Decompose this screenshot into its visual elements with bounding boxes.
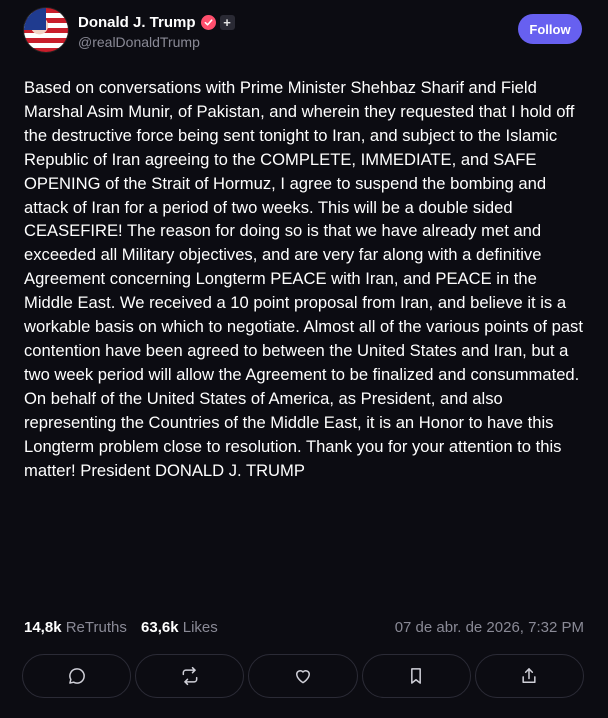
verified-icon — [201, 15, 216, 30]
bookmark-icon — [406, 666, 426, 686]
plus-badge-icon: + — [220, 15, 235, 30]
post-header — [24, 8, 584, 54]
reply-icon — [67, 666, 87, 686]
bookmark-button[interactable] — [362, 654, 471, 698]
likes-label: Likes — [182, 619, 218, 636]
user-handle[interactable]: @realDonaldTrump — [78, 34, 200, 50]
share-icon — [519, 666, 539, 686]
like-button[interactable] — [248, 654, 357, 698]
timestamp[interactable]: 07 de abr. de 2026, 7:32 PM — [394, 619, 584, 636]
retruth-button[interactable] — [135, 654, 244, 698]
likes-count: 63,6k — [141, 619, 179, 636]
post-body: Based on conversations with Prime Minister Shehbaz Sharif and Field Marshal Asim Munir, of Pakistan, and wherein they requested that I hold off the destructive force being sent tonight to Iran, and subject to the Islamic Republic of Iran agreeing to the COMPLETE, IMMEDIATE, and SAFE OPENING of the Strait of Hormuz, I agree to suspend the bombing and attack of Iran for a period of two weeks. This will be a double sided CEASEFIRE! The reason for doing so is that we have already met and exceeded all Military objectives, and are very far along with a definitive Agreement concerning Longterm PEACE with Iran, and PEACE in the Middle East. We received a 10 point proposal from Iran, and believe it is a workable basis on which to negotiate. Almost all of the various points of past contention have been agreed to between the United States and Iran, but a two week period will allow the Agreement to be finalized and consummated. On behalf of the United States of America, as President, and also representing the Countries of the Middle East, it is an Honor to have this Longterm problem close to resolution. Thank you for your attention to this matter! President DONALD J. TRUMP — [24, 78, 583, 480]
reply-button[interactable] — [22, 654, 131, 698]
display-name[interactable]: Donald J. Trump — [78, 13, 196, 31]
retruth-icon — [180, 666, 200, 686]
retruths-stat[interactable] — [24, 619, 127, 636]
post-stats — [24, 619, 584, 641]
name-row — [78, 12, 235, 32]
likes-stat[interactable] — [141, 619, 218, 636]
avatar[interactable] — [24, 8, 68, 52]
action-bar — [22, 654, 584, 698]
follow-button[interactable]: Follow — [518, 14, 582, 44]
retruths-label: ReTruths — [65, 619, 127, 636]
share-button[interactable] — [475, 654, 584, 698]
retruths-count: 14,8k — [24, 619, 62, 636]
like-icon — [293, 666, 313, 686]
